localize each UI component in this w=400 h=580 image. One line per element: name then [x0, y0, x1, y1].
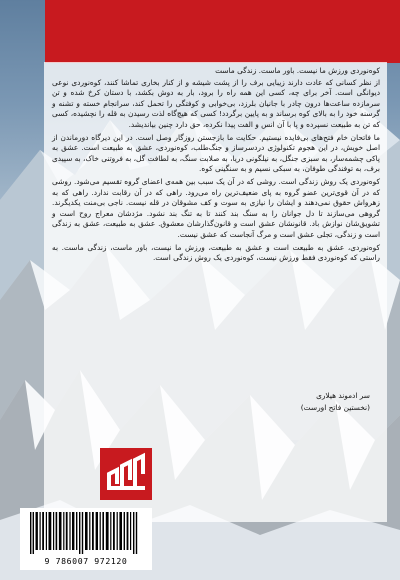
blurb-heading: کوه‌نوردی ورزش ما نیست. باور ماست. زندگی ماست — [215, 66, 380, 75]
blurb-paragraph-4: کوه‌نوردی، عشق به طبیعت است و عشق به طبیعت، ورزش ما نیست، باور ماست، زندگی ماست. به راستی که کوه‌نوردی فقط ورزش نیست، کوه‌نوردی یک روش زندگی است. — [52, 242, 380, 263]
publisher-logo-icon — [100, 448, 152, 500]
author-signature — [60, 390, 370, 414]
blurb-paragraph-2: ما فاتحان خام فتح‌های بی‌فایده نیستیم. حکایت ما بازجستن روزگار وصل است. در این دیرگاه دورماندن از اصل خویش، در این هجوم تکنولوژی دردسرساز و جنگ‌طلب، کوه‌نوردی، عشق به طبیعت است. عشق به پاکی چشمه‌سار، به سبزی جنگل، به نیلگونی دریا، به صلابت سنگ، به لطافت گل، به فروتنی خاک، به سپیدی برف، به توفندگی طوفان، به سبکی نسیم و به سنگینی کوه. — [52, 132, 380, 174]
barcode-digits: 9 786007 972120 — [44, 556, 128, 566]
isbn-barcode — [20, 508, 152, 570]
red-header-band — [45, 0, 400, 63]
blurb-paragraph-1: از نظر کسانی که عادت دارند زیبایی برف را از پشت شیشه و از کنار بخاری تماشا کنند، کوه‌نوردی نوعی دیوانگی است. آخر برای چه، کسی این همه راه را برود، بار به دوش بکشد، با دستان کرخ شده و تن سرمازده ساعت‌ها درون چادر با جانیان بلرزد، بی‌خوابی و کوفتگی را تحمل کند، سرانجام خسته و تشنه و گرسنه خود را به بالای کوه برساند و به پایین برگردد! کسی که هیچ‌گاه لذت رسیدن به قله را نچشیده، کسی که تن به طبیعت نسپرده و پا با آن انس و الفت پیدا نکرده، حق دارد چنین بیاندیشد. — [52, 77, 380, 129]
blurb-paragraph-3: کوه‌نوردی یک روش زندگی است. روشی که در آن یک سبب بین همه‌ی اعضای گروه تقسیم می‌شود. روشی که در آن قوی‌ترین عضو گروه به پای ضعیف‌ترین راه می‌رود. راهی که در آن رقابت ندارد. راهی که به زهرواش حقوق نمی‌دهند و ایشان را نیازی به سوت و کف مشوقان در قله نیست. ناجی بی‌منت یکدیگرند. گروهی می‌سازند تا دل جوانان را به سنگ بند کنند تا به تنگ بند نشود. مژدشان معراج روح است و تشویق‌شان نوازش باد. قانونشان عشق است و قانون‌گذارشان معشوق. عشق به طبیعت، عشق به زندگی است و زندگی، تجلی عشق است و مرگ آنجاست که عشق نیست. — [52, 176, 380, 239]
author-name: سر ادموند هیلاری — [316, 391, 370, 400]
blurb-text — [52, 66, 380, 266]
author-note: (نخستین فاتح اورست) — [300, 403, 370, 412]
barcode-bars — [20, 508, 152, 556]
